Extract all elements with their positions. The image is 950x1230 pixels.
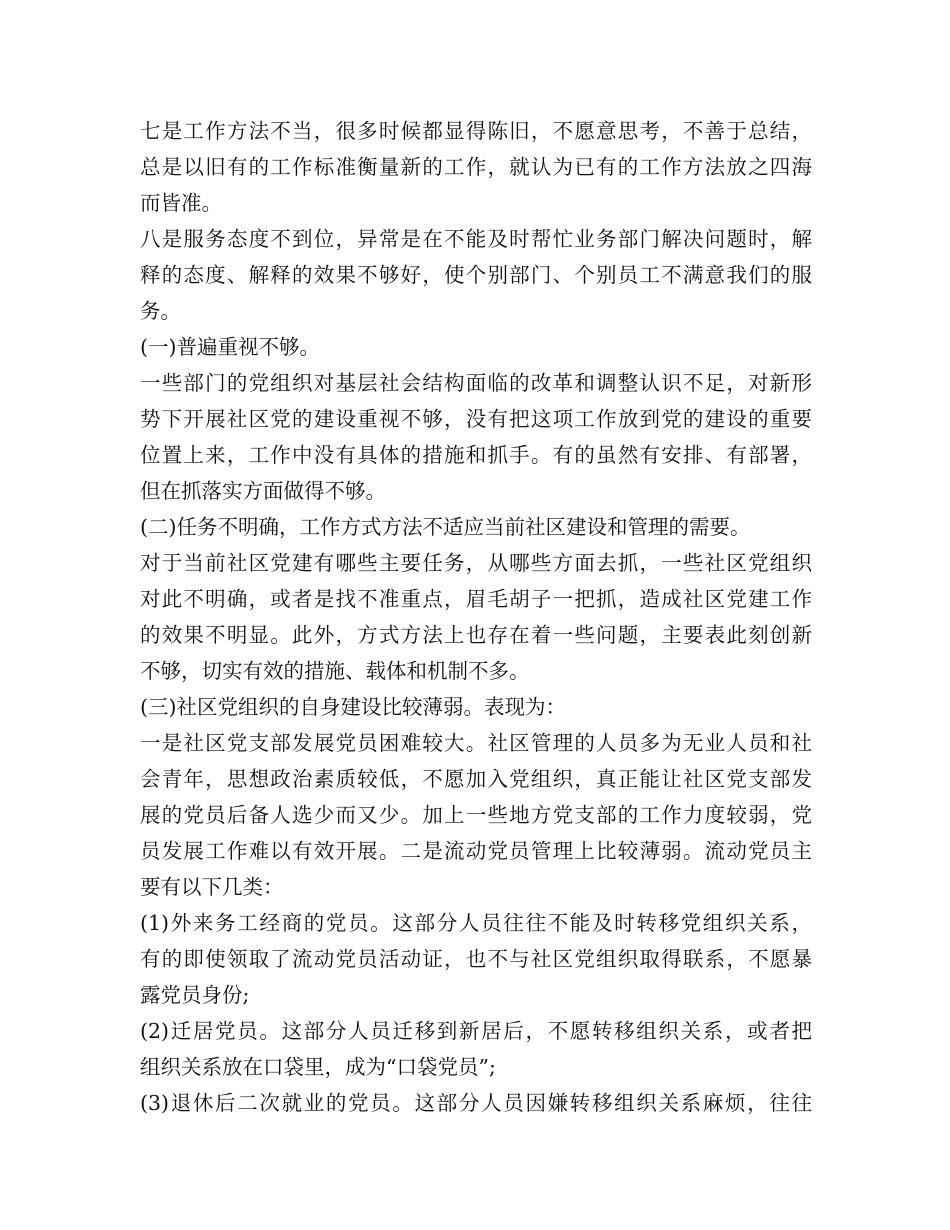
section-heading: (二)任务不明确，工作方式方法不适应当前社区建设和管理的需要。 [140,515,751,539]
text-line: 势下开展社区党的建设重视不够，没有把这项工作放到党的建设的重要 [140,407,812,431]
text-line: 务。 [140,299,181,323]
list-item: (2)迁居党员。这部分人员迁移到新居后，不愿转移组织关系，或者把 [140,1019,812,1043]
text-line: 一是社区党支部发展党员困难较大。社区管理的人员多为无业人员和社 [140,731,812,755]
text-line: 会青年，思想政治素质较低，不愿加入党组织，真正能让社区党支部发 [140,767,812,791]
text-line: 对此不明确，或者是找不准重点，眉毛胡子一把抓，造成社区党建工作 [140,587,812,611]
list-item: (1)外来务工经商的党员。这部分人员往往不能及时转移党组织关系， [140,911,812,935]
text-line: 而皆准。 [140,191,222,215]
document-body [140,113,812,1121]
section-heading: (一)普遍重视不够。 [140,335,320,359]
text-line: 七是工作方法不当，很多时候都显得陈旧，不愿意思考，不善于总结， [140,119,812,143]
text-line: 组织关系放在口袋里，成为“口袋党员”; [140,1055,496,1079]
text-line: 的效果不明显。此外，方式方法上也存在着一些问题，主要表此刻创新 [140,623,812,647]
text-line: 展的党员后备人选少而又少。加上一些地方党支部的工作力度较弱，党 [140,803,812,827]
text-line: 释的态度、解释的效果不够好，使个别部门、个别员工不满意我们的服 [140,263,812,287]
text-line: 对于当前社区党建有哪些主要任务，从哪些方面去抓，一些社区党组织 [140,551,812,575]
list-item: (3)退休后二次就业的党员。这部分人员因嫌转移组织关系麻烦，往往 [140,1091,812,1115]
text-line: 总是以旧有的工作标准衡量新的工作，就认为已有的工作方法放之四海 [140,155,812,179]
text-line: 一些部门的党组织对基层社会结构面临的改革和调整认识不足，对新形 [140,371,812,395]
section-heading: (三)社区党组织的自身建设比较薄弱。表现为： [140,695,566,719]
text-line: 但在抓落实方面做得不够。 [140,479,386,503]
text-line: 员发展工作难以有效开展。二是流动党员管理上比较薄弱。流动党员主 [140,839,812,863]
text-line: 要有以下几类： [140,875,284,899]
text-line: 八是服务态度不到位，异常是在不能及时帮忙业务部门解决问题时，解 [140,227,812,251]
text-line: 不够，切实有效的措施、载体和机制不多。 [140,659,530,683]
text-line: 有的即使领取了流动党员活动证，也不与社区党组织取得联系，不愿暴 [140,947,812,971]
text-line: 位置上来，工作中没有具体的措施和抓手。有的虽然有安排、有部署， [140,443,812,467]
text-line: 露党员身份; [140,983,250,1007]
